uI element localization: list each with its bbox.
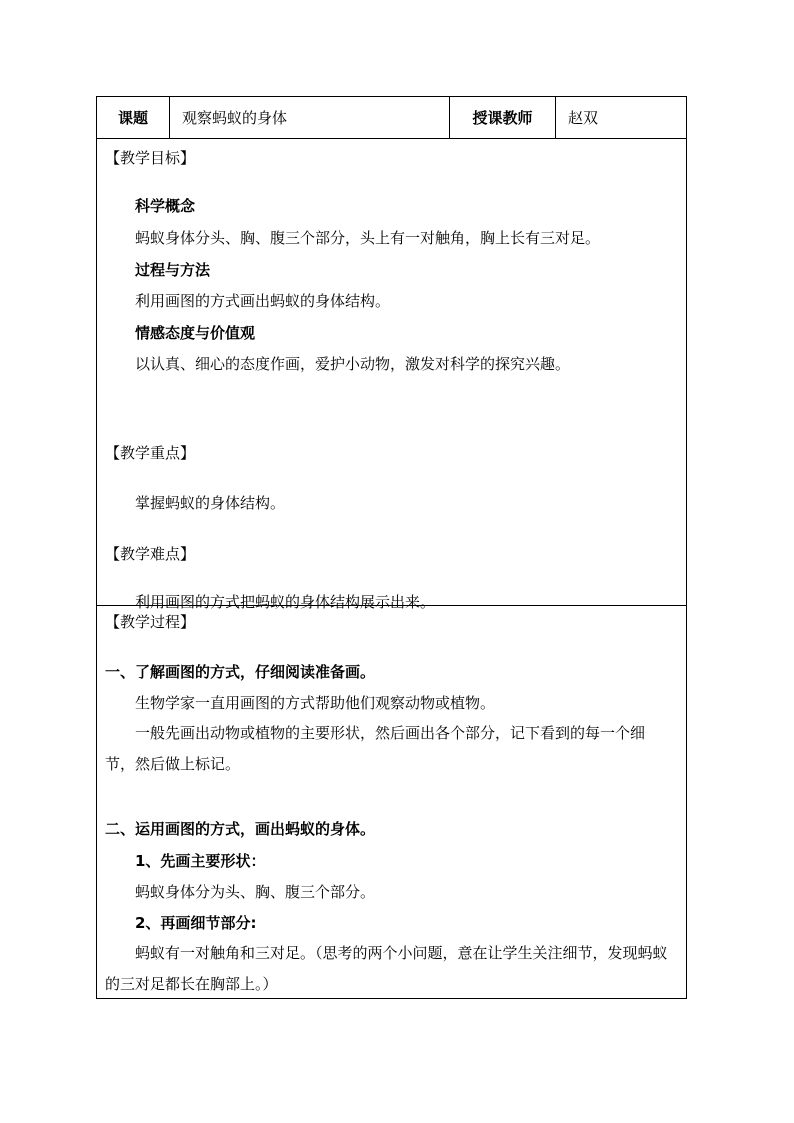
attitude-heading: 情感态度与价值观 [135,324,256,342]
step2-heading: 2、再画细节部分: [135,914,257,932]
objectives-cell [97,139,687,611]
part2-heading: 二、运用画图的方式，画出蚂蚁的身体。 [105,820,376,838]
process-cell [97,606,687,999]
part1-text1: 生物学家一直用画图的方式帮助他们观察动物或植物。 [135,694,496,712]
part1-text2: 一般先画出动物或植物的主要形状，然后画出各个部分，记下看到的每一个细节，然后做上标记。 [105,724,646,773]
key-points-title: 【教学重点】 [105,444,196,462]
teacher-label: 授课教师 [450,97,556,139]
part1-heading: 一、了解画图的方式，仔细阅读准备画。 [105,663,376,681]
difficulties-title: 【教学难点】 [105,545,196,563]
process-title: 【教学过程】 [105,613,196,631]
process-text: 利用画图的方式画出蚂蚁的身体结构。 [135,292,391,310]
objectives-row [97,139,687,606]
header-row [97,97,687,139]
topic-value: 观察蚂蚁的身体 [170,97,450,139]
step1-heading: 1、先画主要形状： [135,852,266,870]
step2-text: 蚂蚁有一对触角和三对足。（思考的两个小问题，意在让学生关注细节，发现蚂蚁的三对足都长在胸部上。） [105,944,668,993]
step1-text: 蚂蚁身体分为头、胸、腹三个部分。 [135,883,376,901]
process-heading: 过程与方法 [135,261,211,279]
teacher-value: 赵双 [556,97,687,139]
difficulties-text: 利用画图的方式把蚂蚁的身体结构展示出来。 [135,593,436,611]
concept-text: 蚂蚁身体分头、胸、腹三个部分，头上有一对触角，胸上长有三对足。 [135,229,601,247]
lesson-plan-table [96,96,687,999]
process-row [97,606,687,999]
attitude-text: 以认真、细心的态度作画，爱护小动物，激发对科学的探究兴趣。 [135,355,571,373]
key-points-text: 掌握蚂蚁的身体结构。 [135,494,286,512]
objectives-title: 【教学目标】 [105,149,196,167]
topic-label: 课题 [97,97,170,139]
concept-heading: 科学概念 [135,197,196,215]
